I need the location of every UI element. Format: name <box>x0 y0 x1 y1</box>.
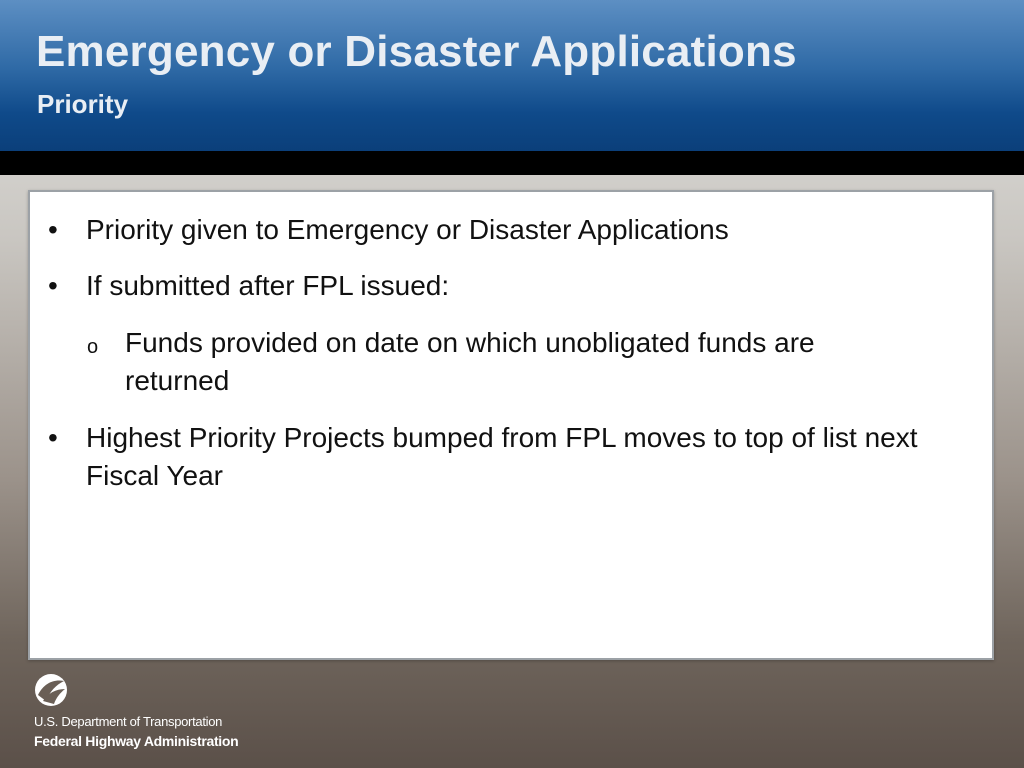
bullet-text: If submitted after FPL issued: <box>86 270 450 301</box>
bullet-marker: • <box>48 214 58 245</box>
sub-bullet-item <box>87 324 905 400</box>
bullet-text: Highest Priority Projects bumped from FPL moves to top of list next Fiscal Year <box>86 422 918 491</box>
bullet-text: Priority given to Emergency or Disaster Applications <box>86 214 729 245</box>
sub-bullet-text: Funds provided on date on which unobligated funds are returned <box>125 327 815 396</box>
dot-fhwa-logo <box>34 673 264 753</box>
header-divider-bar <box>0 151 1024 175</box>
agency-name-line2: Federal Highway Administration <box>34 733 239 749</box>
agency-name-line1: U.S. Department of Transportation <box>34 714 223 729</box>
sub-bullet-marker: o <box>87 336 99 358</box>
slide-header <box>0 0 1024 151</box>
slide-subtitle: Priority <box>37 89 129 119</box>
slide-title: Emergency or Disaster Applications <box>36 27 797 76</box>
bullet-marker: • <box>48 270 58 301</box>
dot-logo-icon <box>34 673 68 707</box>
bullet-item <box>48 211 986 249</box>
bullet-marker: • <box>48 422 58 453</box>
bullet-item <box>48 419 986 495</box>
bullet-item <box>48 267 986 305</box>
content-panel <box>28 190 994 660</box>
